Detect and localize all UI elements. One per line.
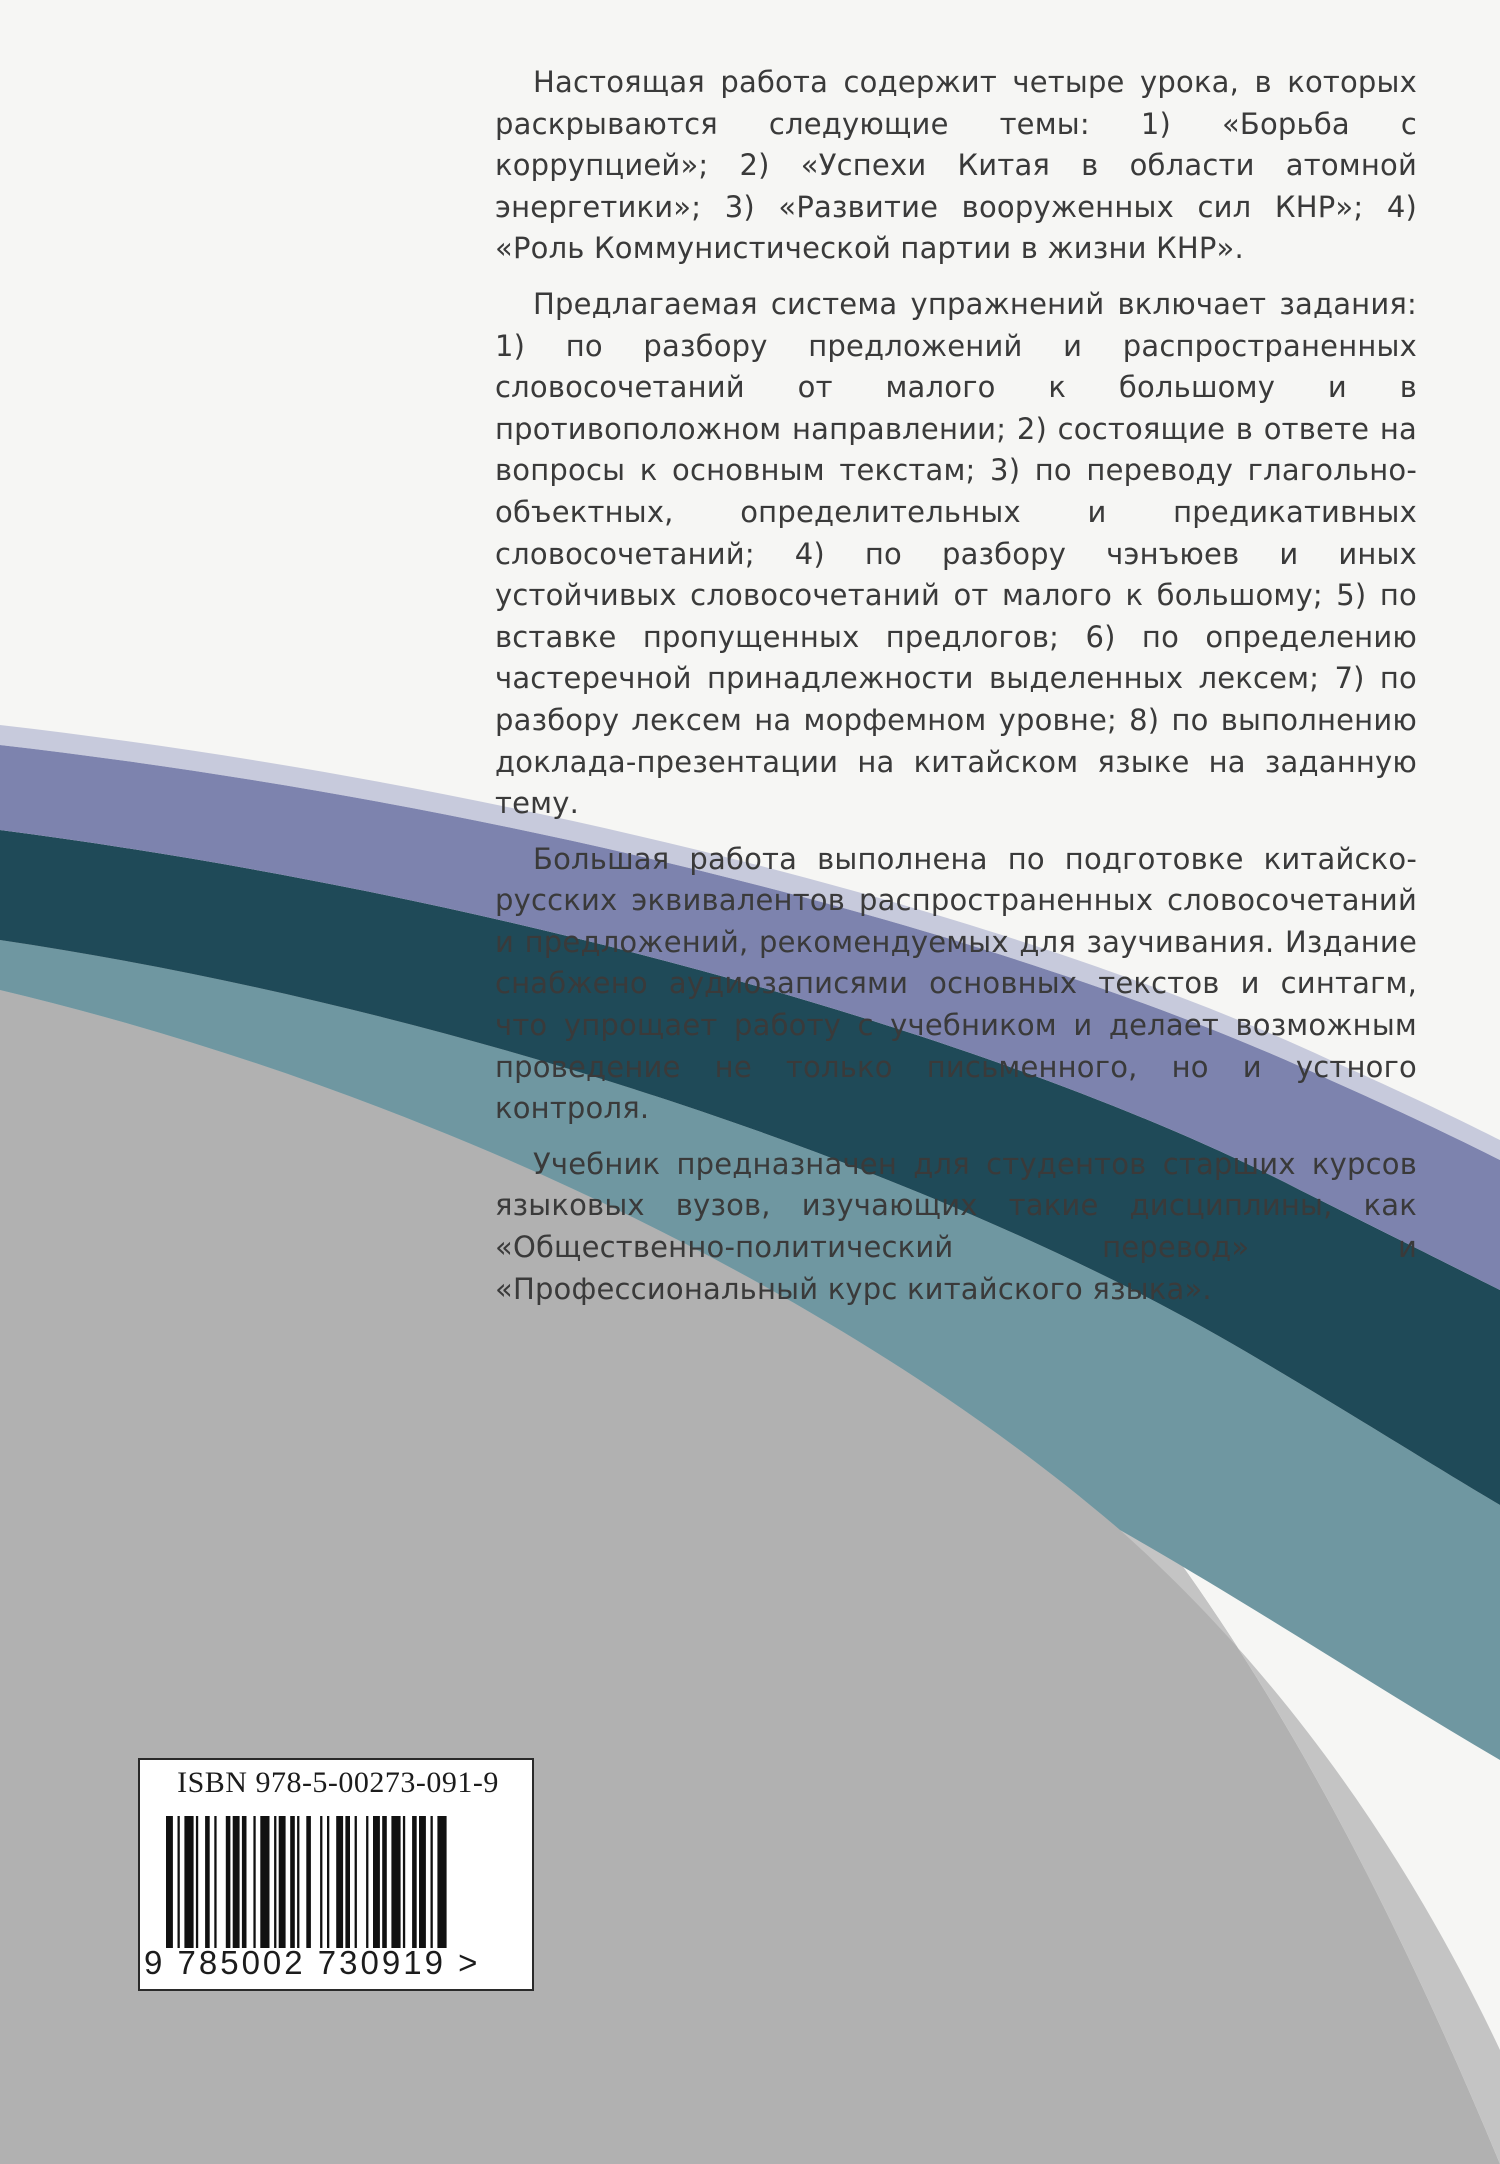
barcode-bars (166, 1816, 510, 1948)
barcode-bar (226, 1816, 231, 1948)
barcode-bar (412, 1816, 417, 1948)
annotation-paragraph: Учебник предназначен для студентов старших курсов языковых вузов, изучающих такие дисциплины, как «Общественно-политический перевод» и «Профессиональный курс китайского языка». (495, 1146, 1417, 1306)
barcode-bar (345, 1816, 350, 1948)
barcode-bar (306, 1816, 311, 1948)
barcode-bar (205, 1816, 210, 1948)
barcode-bar (327, 1816, 329, 1948)
barcode-bar (260, 1816, 269, 1948)
barcode-bar (366, 1816, 368, 1948)
isbn-barcode-panel (138, 1758, 534, 1991)
barcode-bar (279, 1816, 286, 1948)
barcode-bar (184, 1816, 193, 1948)
annotation-paragraph: Настоящая работа содержит четыре урока, в которых раскрываются следующие темы: 1) «Борьба с коррупцией»; 2) «Успехи Китая в области атомной энергетики»; 3) «Развитие вооруженных сил КНР»; 4) «Роль Коммунистической партии в жизни КНР». (495, 65, 1417, 266)
barcode-bar (166, 1816, 173, 1948)
barcode-bar (437, 1816, 446, 1948)
barcode-bar (391, 1816, 400, 1948)
barcode-bar (290, 1816, 295, 1948)
back-cover-annotation (495, 62, 1417, 1324)
barcode-bar (233, 1816, 240, 1948)
barcode-bar (355, 1816, 357, 1948)
barcode-bar (253, 1816, 255, 1948)
barcode-bar (373, 1816, 380, 1948)
annotation-paragraph: Большая работа выполнена по подготовке китайско-русских эквивалентов распространенных словосочетаний и предложений, рекомендуемых для заучивания. Издание снабжено аудиозаписями основных текстов и синтагм, что упрощает работу с учебником и делает возможным проведение не только письменного, но и устного контроля. (495, 841, 1417, 1126)
barcode-bar (214, 1816, 216, 1948)
barcode-bar (274, 1816, 276, 1948)
barcode-bar (297, 1816, 299, 1948)
barcode-bar (419, 1816, 426, 1948)
barcode-bar (242, 1816, 247, 1948)
barcode-bar (336, 1816, 343, 1948)
barcode-bar (196, 1816, 198, 1948)
isbn-label: ISBN 978-5-00273-091-9 (177, 1766, 499, 1799)
barcode-bar (178, 1816, 180, 1948)
barcode-bar (403, 1816, 405, 1948)
barcode-digits: 9 785002 730919 > (144, 1944, 481, 1981)
barcode-bar (320, 1816, 322, 1948)
annotation-paragraph: Предлагаемая система упражнений включает задания: 1) по разбору предложений и распространенных словосочетаний от малого к большому и в противоположном направлении; 2) состоящие в ответе на вопросы к основным текстам; 3) по переводу глагольно-объектных, определительных и предикативных словосочетаний; 4) по разбору чэнъюев и иных устойчивых словосочетаний от малого к большому; 5) по вставке пропущенных предлогов; 6) по определению частеречной принадлежности выделенных лексем; 7) по разбору лексем на морфемном уровне; 8) по выполнению доклада-презентации на китайском языке на заданную тему. (495, 286, 1417, 821)
barcode-bar (431, 1816, 433, 1948)
barcode-bar (382, 1816, 387, 1948)
